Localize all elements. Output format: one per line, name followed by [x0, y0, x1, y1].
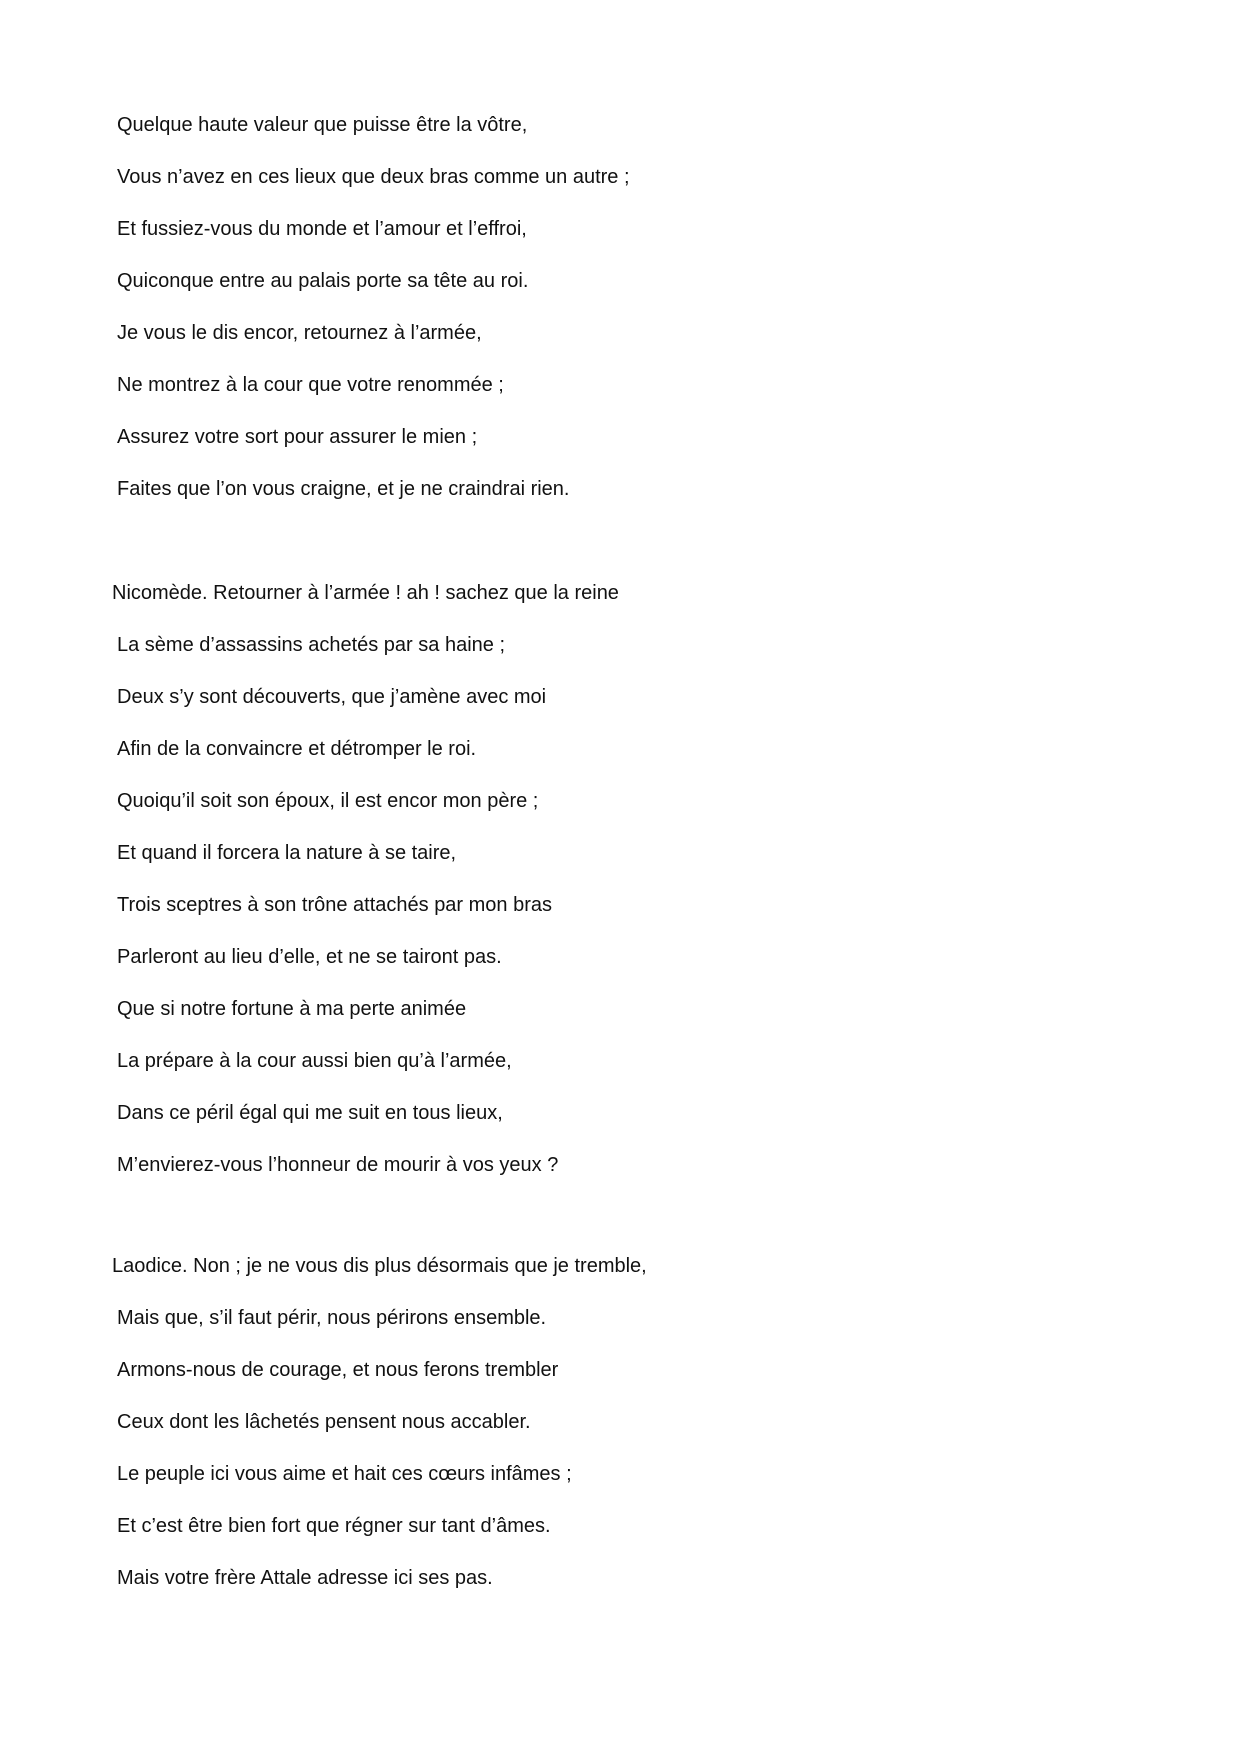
verse-line: Faites que l’on vous craigne, et je ne craindrai rien.: [117, 478, 570, 500]
verse-line: Que si notre fortune à ma perte animée: [117, 998, 467, 1020]
verse-line: Ceux dont les lâchetés pensent nous accabler.: [117, 1411, 531, 1433]
verse-line: Ne montrez à la cour que votre renommée ;: [117, 374, 504, 396]
speaker-line-nicomede: Nicomède. Retourner à l’armée ! ah ! sachez que la reine: [112, 582, 619, 604]
verse-line: Assurez votre sort pour assurer le mien ;: [117, 426, 478, 448]
verse-line: Je vous le dis encor, retournez à l’armée,: [117, 322, 482, 344]
verse-line: Afin de la convaincre et détromper le roi.: [117, 738, 477, 760]
verse-line: Le peuple ici vous aime et hait ces cœurs infâmes ;: [117, 1463, 572, 1485]
verse-line: Et c’est être bien fort que régner sur tant d’âmes.: [117, 1515, 551, 1537]
verse-line: Et fussiez-vous du monde et l’amour et l’effroi,: [117, 218, 527, 240]
verse-line: Parleront au lieu d’elle, et ne se tairont pas.: [117, 946, 502, 968]
verse-line: M’envierez-vous l’honneur de mourir à vos yeux ?: [117, 1154, 559, 1176]
verse-line: Et quand il forcera la nature à se taire,: [117, 842, 457, 864]
verse-line: Quelque haute valeur que puisse être la vôtre,: [117, 114, 528, 136]
verse-line: Quiconque entre au palais porte sa tête au roi.: [117, 270, 529, 292]
verse-line: Mais que, s’il faut périr, nous périrons ensemble.: [117, 1307, 547, 1329]
verse-line: Vous n’avez en ces lieux que deux bras comme un autre ;: [117, 166, 630, 188]
verse-line: Quoiqu’il soit son époux, il est encor mon père ;: [117, 790, 539, 812]
verse-line: Trois sceptres à son trône attachés par mon bras: [117, 894, 553, 916]
speaker-line-laodice: Laodice. Non ; je ne vous dis plus désormais que je tremble,: [112, 1255, 647, 1277]
verse-line: Deux s’y sont découverts, que j’amène avec moi: [117, 686, 547, 708]
verse-line: Dans ce péril égal qui me suit en tous lieux,: [117, 1102, 503, 1124]
verse-line: La sème d’assassins achetés par sa haine ;: [117, 634, 505, 656]
verse-line: Mais votre frère Attale adresse ici ses pas.: [117, 1567, 493, 1589]
verse-line: La prépare à la cour aussi bien qu’à l’armée,: [117, 1050, 512, 1072]
verse-line: Armons-nous de courage, et nous ferons trembler: [117, 1359, 559, 1381]
